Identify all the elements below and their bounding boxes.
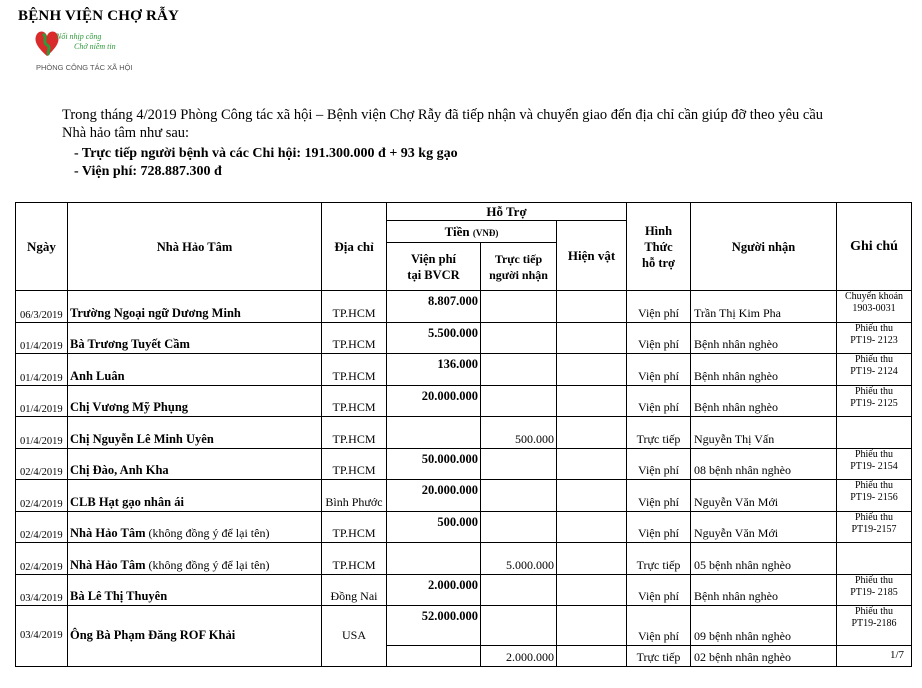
- intro-line-2: Nhà hảo tâm như sau:: [62, 125, 190, 141]
- cell-recipient: 02 bệnh nhân nghèo: [691, 646, 837, 667]
- cell-direct: [481, 354, 557, 386]
- note-line-2: PT19- 2124: [850, 366, 898, 377]
- cell-note: [837, 385, 912, 417]
- cell-date: 02/4/2019: [16, 511, 68, 543]
- table-row: [16, 448, 912, 480]
- donor-name: Nhà Hảo Tâm: [70, 557, 146, 572]
- cell-recipient: Bệnh nhân nghèo: [691, 322, 837, 354]
- cell-recipient: 09 bệnh nhân nghèo: [691, 606, 837, 646]
- cell-hospital-fee: [387, 646, 481, 667]
- cell-in-kind: [557, 448, 627, 480]
- cell-form: Viện phí: [627, 480, 691, 512]
- note-line-2: PT19- 2125: [850, 397, 898, 409]
- cell-note: [837, 322, 912, 354]
- cell-date: 06/3/2019: [16, 291, 68, 323]
- note-line-2: 1903-0031: [852, 303, 896, 314]
- cell-date: 01/4/2019: [16, 417, 68, 449]
- cell-direct: 2.000.000: [481, 646, 557, 667]
- intro-line-1: Trong tháng 4/2019 Phòng Công tác xã hội – Bệnh viện Chợ Rẫy đã tiếp nhận và chuyển giao đến địa chỉ cần giúp đỡ theo yêu cầu: [62, 107, 824, 123]
- cell-donor: [68, 291, 322, 323]
- cell-address: TP.HCM: [322, 417, 387, 449]
- header-address: Địa chỉ: [322, 203, 387, 291]
- table-row: [16, 480, 912, 512]
- note-line-2: PT19-2157: [851, 523, 897, 535]
- intro-paragraph: [62, 106, 902, 142]
- donor-name: Chị Đào, Anh Kha: [70, 463, 169, 477]
- cell-form: Viện phí: [627, 574, 691, 606]
- cell-direct: 5.000.000: [481, 543, 557, 575]
- donor-name: Trường Ngoại ngữ Dương Minh: [70, 305, 241, 320]
- header-note: Ghi chú: [837, 203, 912, 291]
- cell-hospital-fee: [387, 543, 481, 575]
- note-line-1: Phiếu thu: [854, 448, 894, 460]
- cell-hospital-fee: 136.000: [387, 354, 481, 386]
- cell-direct: [481, 574, 557, 606]
- cell-address: TP.HCM: [322, 354, 387, 386]
- cell-direct: [481, 511, 557, 543]
- summary-direct: - Trực tiếp người bệnh và các Chi hội: 191.300.000 đ + 93 kg gạo: [74, 146, 458, 161]
- cell-address: TP.HCM: [322, 385, 387, 417]
- cell-in-kind: [557, 646, 627, 667]
- table-row: [16, 574, 912, 606]
- cell-note: [837, 543, 912, 575]
- donor-name: Bà Lê Thị Thuyên: [70, 589, 168, 603]
- cell-hospital-fee: 5.500.000: [387, 322, 481, 354]
- note-line-1: Phiếu thu: [854, 322, 894, 334]
- cell-form: Viện phí: [627, 511, 691, 543]
- cell-form: Trực tiếp: [627, 417, 691, 449]
- donor-name: Bà Trương Tuyết Cầm: [70, 337, 190, 351]
- cell-donor: [68, 385, 322, 417]
- cell-date: 03/4/2019: [16, 606, 68, 667]
- cell-hospital-fee: 2.000.000: [387, 574, 481, 606]
- cell-note: [837, 291, 912, 323]
- cell-note: [837, 480, 912, 512]
- cell-date: 02/4/2019: [16, 448, 68, 480]
- cell-address: USA: [322, 606, 387, 667]
- note-line-1: Phiếu thu: [854, 511, 894, 523]
- note-line-1: Phiếu thu: [854, 606, 894, 617]
- cell-form: Trực tiếp: [627, 646, 691, 667]
- cell-donor: [68, 543, 322, 575]
- header-form-line-2: Thức: [644, 239, 673, 254]
- cell-form: Trực tiếp: [627, 543, 691, 575]
- cell-direct: [481, 385, 557, 417]
- cell-hospital-fee: 500.000: [387, 511, 481, 543]
- note-line-1: Phiếu thu: [854, 574, 894, 586]
- header-money-unit: (VNĐ): [472, 227, 499, 238]
- header-form-line-3: hỗ trợ: [642, 255, 675, 270]
- cell-form: Viện phí: [627, 606, 691, 646]
- header-direct-line-2: người nhận: [489, 267, 548, 282]
- cell-hospital-fee: 20.000.000: [387, 480, 481, 512]
- note-line-2: PT19- 2156: [850, 492, 898, 503]
- donor-note: (không đồng ý để lại tên): [145, 557, 270, 572]
- donor-name: Nhà Hảo Tâm: [70, 526, 146, 540]
- header-in-kind: Hiện vật: [557, 221, 627, 291]
- cell-in-kind: [557, 480, 627, 512]
- header-hospital-fee-line-1: Viện phí: [410, 251, 457, 266]
- cell-form: Viện phí: [627, 354, 691, 386]
- cell-address: TP.HCM: [322, 291, 387, 323]
- cell-note: [837, 511, 912, 543]
- donation-table: [15, 202, 912, 667]
- cell-recipient: Trần Thị Kim Pha: [691, 291, 837, 323]
- header-recipient: Người nhận: [691, 203, 837, 291]
- cell-form: Viện phí: [627, 385, 691, 417]
- cell-recipient: Bệnh nhân nghèo: [691, 385, 837, 417]
- note-line-2: PT19- 2185: [850, 586, 898, 598]
- cell-form: Viện phí: [627, 448, 691, 480]
- cell-hospital-fee: 52.000.000: [387, 606, 481, 646]
- cell-hospital-fee: 8.807.000: [387, 291, 481, 323]
- header-form-line-1: Hình: [644, 223, 673, 238]
- logo-slogan-1: Nối nhịp cồng: [56, 32, 102, 41]
- hospital-logo: [34, 28, 144, 74]
- table-row: [16, 606, 912, 646]
- donor-name: Chị Nguyễn Lê Minh Uyên: [70, 431, 214, 446]
- cell-note: [837, 606, 912, 646]
- table-row: [16, 291, 912, 323]
- cell-in-kind: [557, 511, 627, 543]
- cell-in-kind: [557, 354, 627, 386]
- cell-direct: [481, 322, 557, 354]
- header-donor: Nhà Hảo Tâm: [68, 203, 322, 291]
- cell-donor: [68, 480, 322, 512]
- note-line-2: PT19- 2123: [850, 334, 898, 346]
- cell-form: Viện phí: [627, 322, 691, 354]
- cell-date: 01/4/2019: [16, 354, 68, 386]
- cell-in-kind: [557, 543, 627, 575]
- cell-direct: [481, 448, 557, 480]
- cell-date: 01/4/2019: [16, 385, 68, 417]
- cell-hospital-fee: 20.000.000: [387, 385, 481, 417]
- logo-slogan-2: Chở niềm tin: [74, 42, 116, 51]
- header-money: [387, 221, 557, 243]
- cell-in-kind: [557, 385, 627, 417]
- cell-donor: [68, 322, 322, 354]
- cell-donor: [68, 354, 322, 386]
- cell-in-kind: [557, 606, 627, 646]
- cell-date: 01/4/2019: [16, 322, 68, 354]
- cell-direct: [481, 480, 557, 512]
- cell-date: 02/4/2019: [16, 480, 68, 512]
- table-row: [16, 385, 912, 417]
- note-line-1: Phiếu thu: [854, 385, 894, 397]
- header-direct-line-1: Trực tiếp: [494, 251, 543, 266]
- cell-form: Viện phí: [627, 291, 691, 323]
- cell-note: [837, 574, 912, 606]
- cell-donor: [68, 511, 322, 543]
- table-row: [16, 543, 912, 575]
- header-direct: [481, 243, 557, 291]
- cell-address: TP.HCM: [322, 322, 387, 354]
- cell-hospital-fee: [387, 417, 481, 449]
- hospital-name: BỆNH VIỆN CHỢ RẪY: [18, 8, 180, 24]
- header-support: Hỗ Trợ: [387, 203, 627, 221]
- table-row: [16, 354, 912, 386]
- donor-name: CLB Hạt gạo nhân ái: [70, 494, 184, 509]
- cell-note: [837, 417, 912, 449]
- note-line-1: Phiếu thu: [854, 480, 894, 491]
- cell-in-kind: [557, 322, 627, 354]
- header-hospital-fee-line-2: tại BVCR: [407, 267, 460, 282]
- cell-direct: [481, 291, 557, 323]
- cell-address: Bình Phước: [322, 480, 387, 512]
- cell-direct: [481, 606, 557, 646]
- note-line-1: Phiếu thu: [854, 354, 894, 365]
- cell-note: [837, 448, 912, 480]
- summary-hospital-fee: - Viện phí: 728.887.300 đ: [74, 164, 222, 179]
- header-form: [627, 203, 691, 291]
- cell-hospital-fee: 50.000.000: [387, 448, 481, 480]
- cell-recipient: Nguyễn Thị Vấn: [691, 417, 837, 449]
- note-line-1: Chuyển khoản: [844, 291, 904, 302]
- cell-recipient: 08 bệnh nhân nghèo: [691, 448, 837, 480]
- cell-note: [837, 354, 912, 386]
- cell-in-kind: [557, 574, 627, 606]
- donor-name: Chị Vương Mỹ Phụng: [70, 400, 189, 414]
- header-hospital-fee: [387, 243, 481, 291]
- cell-donor: [68, 417, 322, 449]
- note-line-2: PT19- 2154: [850, 460, 898, 472]
- donor-note: (không đồng ý để lại tên): [145, 526, 270, 540]
- page-number: 1/7: [890, 649, 905, 661]
- cell-in-kind: [557, 291, 627, 323]
- table-row: [16, 417, 912, 449]
- cell-address: TP.HCM: [322, 448, 387, 480]
- header-money-label: Tiền: [444, 223, 470, 239]
- cell-in-kind: [557, 417, 627, 449]
- table-row: [16, 322, 912, 354]
- cell-address: TP.HCM: [322, 543, 387, 575]
- cell-donor: Ông Bà Phạm Đăng ROF Khải: [68, 606, 322, 667]
- cell-donor: [68, 448, 322, 480]
- cell-recipient: 05 bệnh nhân nghèo: [691, 543, 837, 575]
- cell-donor: [68, 574, 322, 606]
- cell-date: 02/4/2019: [16, 543, 68, 575]
- donor-name: Anh Luân: [70, 368, 125, 383]
- cell-recipient: Nguyễn Văn Mới: [691, 480, 837, 512]
- cell-address: Đồng Nai: [322, 574, 387, 606]
- table-row: [16, 511, 912, 543]
- cell-recipient: Nguyễn Văn Mới: [691, 511, 837, 543]
- cell-recipient: Bệnh nhân nghèo: [691, 354, 837, 386]
- cell-date: 03/4/2019: [16, 574, 68, 606]
- cell-direct: 500.000: [481, 417, 557, 449]
- note-line-2: PT19-2186: [851, 618, 897, 629]
- header-date: Ngày: [16, 203, 68, 291]
- cell-recipient: Bệnh nhân nghèo: [691, 574, 837, 606]
- logo-department: PHÒNG CÔNG TÁC XÃ HỘI: [36, 63, 133, 72]
- cell-address: TP.HCM: [322, 511, 387, 543]
